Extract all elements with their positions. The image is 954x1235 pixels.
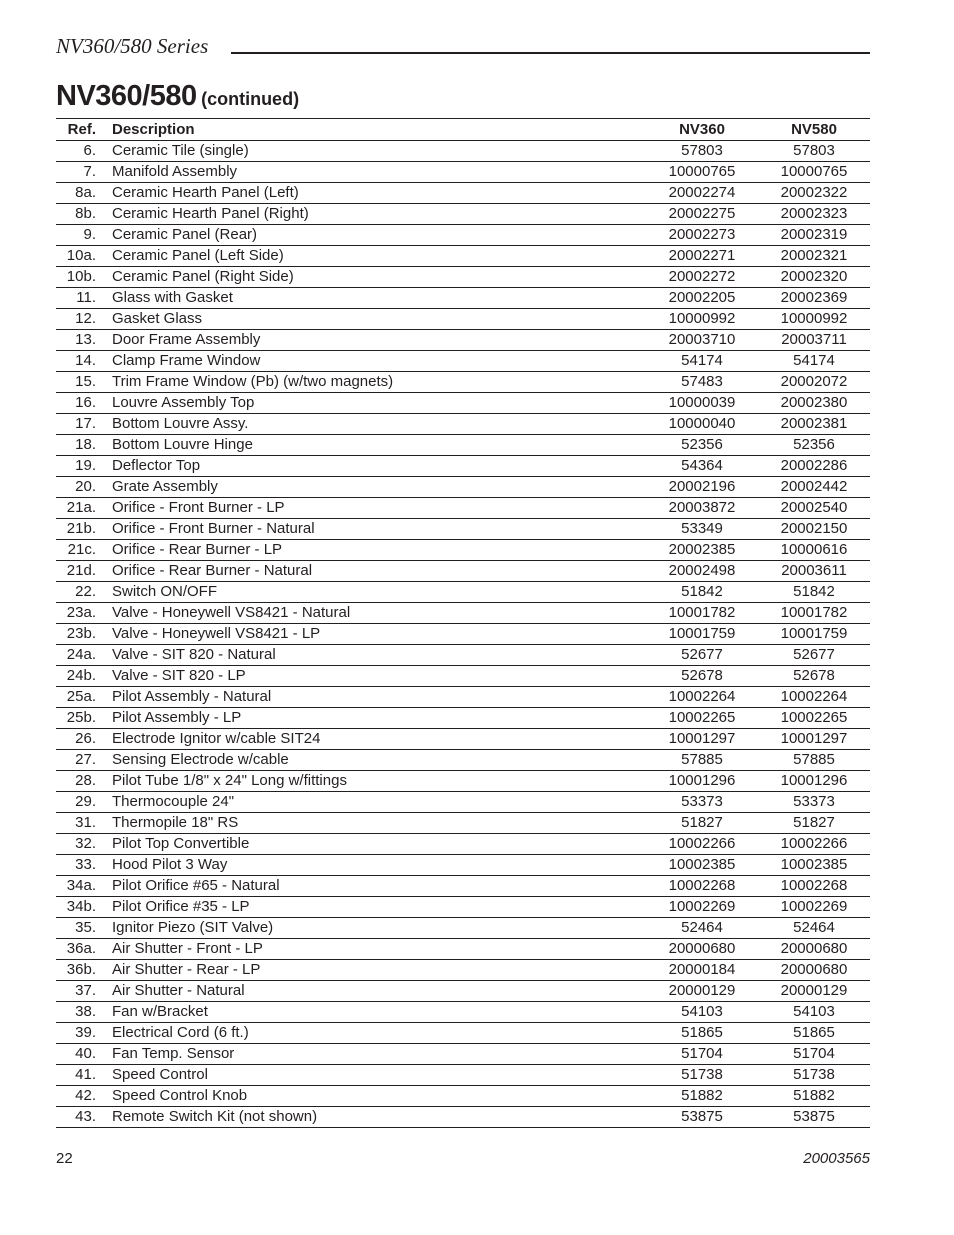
- column-spacer: [96, 119, 112, 141]
- cell-spacer: [96, 855, 112, 876]
- cell-nv580: 51865: [758, 1023, 870, 1044]
- cell-nv580: 20002381: [758, 414, 870, 435]
- table-row: [56, 708, 870, 729]
- cell-description: Louvre Assembly Top: [112, 393, 646, 414]
- cell-nv580: 20002322: [758, 183, 870, 204]
- cell-spacer: [96, 1086, 112, 1107]
- cell-nv360: 51842: [646, 582, 758, 603]
- series-header: [56, 34, 870, 64]
- cell-spacer: [96, 288, 112, 309]
- cell-nv580: 20002150: [758, 519, 870, 540]
- cell-description: Pilot Orifice #35 - LP: [112, 897, 646, 918]
- cell-nv580: 51842: [758, 582, 870, 603]
- cell-nv360: 51704: [646, 1044, 758, 1065]
- cell-spacer: [96, 960, 112, 981]
- cell-ref: 25a.: [56, 687, 96, 708]
- document-number: 20003565: [803, 1150, 870, 1167]
- cell-spacer: [96, 498, 112, 519]
- table-row: [56, 897, 870, 918]
- cell-spacer: [96, 834, 112, 855]
- cell-spacer: [96, 246, 112, 267]
- column-header-nv360: NV360: [646, 119, 758, 141]
- heading-sub: (continued): [201, 89, 300, 109]
- cell-description: Valve - SIT 820 - Natural: [112, 645, 646, 666]
- cell-nv580: 54174: [758, 351, 870, 372]
- cell-nv580: 10002264: [758, 687, 870, 708]
- page-heading: [56, 80, 299, 113]
- cell-nv360: 52677: [646, 645, 758, 666]
- cell-nv580: 20002442: [758, 477, 870, 498]
- cell-nv360: 52678: [646, 666, 758, 687]
- cell-nv580: 10002265: [758, 708, 870, 729]
- cell-spacer: [96, 267, 112, 288]
- cell-spacer: [96, 666, 112, 687]
- cell-spacer: [96, 330, 112, 351]
- cell-ref: 13.: [56, 330, 96, 351]
- cell-nv360: 57803: [646, 141, 758, 162]
- cell-ref: 42.: [56, 1086, 96, 1107]
- cell-nv360: 51827: [646, 813, 758, 834]
- cell-spacer: [96, 351, 112, 372]
- table-row: [56, 918, 870, 939]
- cell-nv360: 20003872: [646, 498, 758, 519]
- cell-ref: 8a.: [56, 183, 96, 204]
- cell-nv580: 10000992: [758, 309, 870, 330]
- cell-nv360: 20000680: [646, 939, 758, 960]
- column-header-description: Description: [112, 119, 646, 141]
- cell-ref: 18.: [56, 435, 96, 456]
- cell-description: Thermocouple 24": [112, 792, 646, 813]
- cell-ref: 24b.: [56, 666, 96, 687]
- cell-spacer: [96, 687, 112, 708]
- table-header-row: [56, 119, 870, 141]
- cell-spacer: [96, 1107, 112, 1128]
- cell-nv360: 52464: [646, 918, 758, 939]
- cell-spacer: [96, 876, 112, 897]
- cell-description: Manifold Assembly: [112, 162, 646, 183]
- cell-description: Electrical Cord (6 ft.): [112, 1023, 646, 1044]
- table-row: [56, 1044, 870, 1065]
- cell-nv360: 57483: [646, 372, 758, 393]
- cell-description: Switch ON/OFF: [112, 582, 646, 603]
- cell-ref: 25b.: [56, 708, 96, 729]
- cell-ref: 17.: [56, 414, 96, 435]
- cell-spacer: [96, 771, 112, 792]
- table-row: [56, 960, 870, 981]
- cell-ref: 6.: [56, 141, 96, 162]
- cell-description: Pilot Assembly - Natural: [112, 687, 646, 708]
- table-row: [56, 288, 870, 309]
- cell-ref: 9.: [56, 225, 96, 246]
- cell-ref: 10a.: [56, 246, 96, 267]
- cell-spacer: [96, 540, 112, 561]
- cell-nv360: 10000040: [646, 414, 758, 435]
- cell-ref: 21a.: [56, 498, 96, 519]
- cell-nv580: 20002380: [758, 393, 870, 414]
- cell-nv580: 52678: [758, 666, 870, 687]
- cell-spacer: [96, 1044, 112, 1065]
- cell-spacer: [96, 204, 112, 225]
- table-row: [56, 813, 870, 834]
- table-row: [56, 834, 870, 855]
- cell-ref: 21b.: [56, 519, 96, 540]
- page-number: 22: [56, 1150, 73, 1167]
- cell-description: Ceramic Hearth Panel (Left): [112, 183, 646, 204]
- table-row: [56, 477, 870, 498]
- cell-ref: 29.: [56, 792, 96, 813]
- cell-description: Ignitor Piezo (SIT Valve): [112, 918, 646, 939]
- table-row: [56, 540, 870, 561]
- cell-ref: 19.: [56, 456, 96, 477]
- cell-nv580: 54103: [758, 1002, 870, 1023]
- table-row: [56, 393, 870, 414]
- table-row: [56, 435, 870, 456]
- table-row: [56, 1086, 870, 1107]
- cell-nv580: 20003711: [758, 330, 870, 351]
- cell-description: Speed Control Knob: [112, 1086, 646, 1107]
- parts-table: [56, 118, 870, 1128]
- cell-description: Orifice - Front Burner - LP: [112, 498, 646, 519]
- cell-ref: 36a.: [56, 939, 96, 960]
- cell-description: Deflector Top: [112, 456, 646, 477]
- heading-main: NV360/580: [56, 80, 197, 112]
- cell-nv360: 10002265: [646, 708, 758, 729]
- cell-nv360: 20002273: [646, 225, 758, 246]
- cell-nv360: 10000765: [646, 162, 758, 183]
- table-row: [56, 456, 870, 477]
- cell-nv580: 20002319: [758, 225, 870, 246]
- cell-nv360: 51882: [646, 1086, 758, 1107]
- cell-nv580: 51738: [758, 1065, 870, 1086]
- cell-nv360: 51865: [646, 1023, 758, 1044]
- table-row: [56, 771, 870, 792]
- cell-nv360: 54174: [646, 351, 758, 372]
- table-row: [56, 582, 870, 603]
- cell-nv360: 10000039: [646, 393, 758, 414]
- cell-ref: 27.: [56, 750, 96, 771]
- table-row: [56, 792, 870, 813]
- cell-nv360: 20000184: [646, 960, 758, 981]
- cell-description: Bottom Louvre Hinge: [112, 435, 646, 456]
- cell-nv580: 52677: [758, 645, 870, 666]
- cell-ref: 28.: [56, 771, 96, 792]
- cell-nv580: 53875: [758, 1107, 870, 1128]
- table-row: [56, 204, 870, 225]
- cell-spacer: [96, 603, 112, 624]
- cell-spacer: [96, 939, 112, 960]
- cell-ref: 21d.: [56, 561, 96, 582]
- cell-nv580: 20002369: [758, 288, 870, 309]
- cell-nv360: 52356: [646, 435, 758, 456]
- table-row: [56, 624, 870, 645]
- cell-ref: 14.: [56, 351, 96, 372]
- cell-nv360: 10001759: [646, 624, 758, 645]
- cell-spacer: [96, 918, 112, 939]
- cell-ref: 41.: [56, 1065, 96, 1086]
- cell-ref: 34b.: [56, 897, 96, 918]
- cell-nv580: 20002323: [758, 204, 870, 225]
- cell-nv360: 20002274: [646, 183, 758, 204]
- cell-spacer: [96, 477, 112, 498]
- cell-ref: 43.: [56, 1107, 96, 1128]
- table-row: [56, 225, 870, 246]
- cell-nv580: 51827: [758, 813, 870, 834]
- cell-nv360: 10002385: [646, 855, 758, 876]
- cell-nv360: 54364: [646, 456, 758, 477]
- cell-nv360: 10002264: [646, 687, 758, 708]
- cell-description: Pilot Assembly - LP: [112, 708, 646, 729]
- cell-ref: 8b.: [56, 204, 96, 225]
- cell-spacer: [96, 162, 112, 183]
- cell-nv580: 10000616: [758, 540, 870, 561]
- cell-description: Trim Frame Window (Pb) (w/two magnets): [112, 372, 646, 393]
- table-row: [56, 561, 870, 582]
- cell-description: Clamp Frame Window: [112, 351, 646, 372]
- cell-description: Fan Temp. Sensor: [112, 1044, 646, 1065]
- cell-nv580: 10001296: [758, 771, 870, 792]
- cell-spacer: [96, 1065, 112, 1086]
- table-row: [56, 246, 870, 267]
- cell-nv360: 20003710: [646, 330, 758, 351]
- cell-nv360: 10001296: [646, 771, 758, 792]
- cell-spacer: [96, 708, 112, 729]
- cell-description: Ceramic Hearth Panel (Right): [112, 204, 646, 225]
- cell-ref: 24a.: [56, 645, 96, 666]
- cell-nv580: 52464: [758, 918, 870, 939]
- cell-spacer: [96, 792, 112, 813]
- column-header-nv580: NV580: [758, 119, 870, 141]
- cell-nv360: 51738: [646, 1065, 758, 1086]
- cell-description: Valve - Honeywell VS8421 - Natural: [112, 603, 646, 624]
- cell-ref: 23a.: [56, 603, 96, 624]
- cell-description: Orifice - Rear Burner - LP: [112, 540, 646, 561]
- cell-spacer: [96, 561, 112, 582]
- cell-ref: 31.: [56, 813, 96, 834]
- cell-nv580: 53373: [758, 792, 870, 813]
- cell-spacer: [96, 414, 112, 435]
- cell-description: Gasket Glass: [112, 309, 646, 330]
- table-row: [56, 330, 870, 351]
- cell-nv580: 20000129: [758, 981, 870, 1002]
- cell-ref: 26.: [56, 729, 96, 750]
- cell-nv580: 10001759: [758, 624, 870, 645]
- cell-description: Orifice - Front Burner - Natural: [112, 519, 646, 540]
- cell-spacer: [96, 225, 112, 246]
- cell-description: Air Shutter - Rear - LP: [112, 960, 646, 981]
- cell-nv580: 20002321: [758, 246, 870, 267]
- cell-description: Ceramic Panel (Right Side): [112, 267, 646, 288]
- table-row: [56, 372, 870, 393]
- cell-spacer: [96, 624, 112, 645]
- table-row: [56, 1107, 870, 1128]
- cell-nv580: 10002266: [758, 834, 870, 855]
- table-row: [56, 1002, 870, 1023]
- cell-nv360: 10002266: [646, 834, 758, 855]
- cell-spacer: [96, 729, 112, 750]
- cell-nv360: 53373: [646, 792, 758, 813]
- cell-description: Air Shutter - Front - LP: [112, 939, 646, 960]
- cell-ref: 21c.: [56, 540, 96, 561]
- cell-description: Thermopile 18" RS: [112, 813, 646, 834]
- column-header-ref: Ref.: [56, 119, 96, 141]
- cell-nv360: 20002275: [646, 204, 758, 225]
- cell-nv360: 10002268: [646, 876, 758, 897]
- cell-ref: 32.: [56, 834, 96, 855]
- cell-ref: 39.: [56, 1023, 96, 1044]
- cell-nv580: 20002072: [758, 372, 870, 393]
- cell-nv360: 10002269: [646, 897, 758, 918]
- cell-ref: 20.: [56, 477, 96, 498]
- cell-spacer: [96, 582, 112, 603]
- cell-nv580: 10002269: [758, 897, 870, 918]
- cell-nv360: 53349: [646, 519, 758, 540]
- cell-description: Remote Switch Kit (not shown): [112, 1107, 646, 1128]
- table-row: [56, 183, 870, 204]
- table-row: [56, 309, 870, 330]
- cell-nv580: 20003611: [758, 561, 870, 582]
- cell-nv580: 10002268: [758, 876, 870, 897]
- cell-ref: 22.: [56, 582, 96, 603]
- table-row: [56, 519, 870, 540]
- header-rule: [231, 52, 870, 54]
- table-row: [56, 729, 870, 750]
- cell-nv360: 10001782: [646, 603, 758, 624]
- cell-description: Ceramic Tile (single): [112, 141, 646, 162]
- cell-nv360: 20002205: [646, 288, 758, 309]
- cell-description: Grate Assembly: [112, 477, 646, 498]
- cell-description: Pilot Top Convertible: [112, 834, 646, 855]
- table-row: [56, 162, 870, 183]
- cell-spacer: [96, 813, 112, 834]
- table-row: [56, 141, 870, 162]
- cell-ref: 33.: [56, 855, 96, 876]
- cell-description: Glass with Gasket: [112, 288, 646, 309]
- cell-spacer: [96, 393, 112, 414]
- cell-ref: 37.: [56, 981, 96, 1002]
- table-row: [56, 876, 870, 897]
- cell-spacer: [96, 456, 112, 477]
- cell-nv360: 54103: [646, 1002, 758, 1023]
- cell-description: Ceramic Panel (Rear): [112, 225, 646, 246]
- cell-nv580: 57803: [758, 141, 870, 162]
- cell-ref: 23b.: [56, 624, 96, 645]
- table-row: [56, 855, 870, 876]
- cell-spacer: [96, 309, 112, 330]
- cell-description: Pilot Tube 1/8" x 24" Long w/fittings: [112, 771, 646, 792]
- table-row: [56, 750, 870, 771]
- cell-nv580: 20000680: [758, 960, 870, 981]
- cell-nv360: 20002498: [646, 561, 758, 582]
- cell-nv580: 20000680: [758, 939, 870, 960]
- cell-description: Valve - SIT 820 - LP: [112, 666, 646, 687]
- table-row: [56, 1023, 870, 1044]
- table-row: [56, 666, 870, 687]
- cell-ref: 38.: [56, 1002, 96, 1023]
- cell-description: Electrode Ignitor w/cable SIT24: [112, 729, 646, 750]
- cell-nv580: 10001297: [758, 729, 870, 750]
- cell-ref: 7.: [56, 162, 96, 183]
- cell-description: Door Frame Assembly: [112, 330, 646, 351]
- cell-ref: 35.: [56, 918, 96, 939]
- cell-description: Bottom Louvre Assy.: [112, 414, 646, 435]
- cell-description: Fan w/Bracket: [112, 1002, 646, 1023]
- cell-ref: 15.: [56, 372, 96, 393]
- cell-description: Pilot Orifice #65 - Natural: [112, 876, 646, 897]
- cell-description: Air Shutter - Natural: [112, 981, 646, 1002]
- cell-description: Hood Pilot 3 Way: [112, 855, 646, 876]
- table-body: [56, 141, 870, 1128]
- cell-nv580: 20002540: [758, 498, 870, 519]
- cell-spacer: [96, 645, 112, 666]
- cell-spacer: [96, 1023, 112, 1044]
- cell-ref: 10b.: [56, 267, 96, 288]
- table-row: [56, 687, 870, 708]
- cell-description: Valve - Honeywell VS8421 - LP: [112, 624, 646, 645]
- cell-nv360: 20002196: [646, 477, 758, 498]
- cell-nv360: 20002385: [646, 540, 758, 561]
- cell-description: Speed Control: [112, 1065, 646, 1086]
- cell-nv360: 20002272: [646, 267, 758, 288]
- cell-description: Sensing Electrode w/cable: [112, 750, 646, 771]
- cell-nv580: 57885: [758, 750, 870, 771]
- table-row: [56, 1065, 870, 1086]
- cell-spacer: [96, 183, 112, 204]
- cell-nv360: 53875: [646, 1107, 758, 1128]
- cell-description: Orifice - Rear Burner - Natural: [112, 561, 646, 582]
- cell-nv360: 10000992: [646, 309, 758, 330]
- cell-nv580: 51704: [758, 1044, 870, 1065]
- cell-nv360: 20002271: [646, 246, 758, 267]
- table-row: [56, 603, 870, 624]
- series-title: NV360/580 Series: [56, 34, 209, 58]
- table-row: [56, 351, 870, 372]
- cell-nv360: 57885: [646, 750, 758, 771]
- table-row: [56, 498, 870, 519]
- cell-ref: 36b.: [56, 960, 96, 981]
- cell-nv580: 10000765: [758, 162, 870, 183]
- cell-ref: 34a.: [56, 876, 96, 897]
- cell-nv580: 20002286: [758, 456, 870, 477]
- table-row: [56, 414, 870, 435]
- cell-spacer: [96, 981, 112, 1002]
- cell-nv360: 10001297: [646, 729, 758, 750]
- cell-nv580: 52356: [758, 435, 870, 456]
- cell-spacer: [96, 372, 112, 393]
- cell-spacer: [96, 897, 112, 918]
- table-row: [56, 981, 870, 1002]
- cell-ref: 16.: [56, 393, 96, 414]
- table-row: [56, 645, 870, 666]
- cell-spacer: [96, 435, 112, 456]
- cell-spacer: [96, 519, 112, 540]
- cell-spacer: [96, 1002, 112, 1023]
- cell-ref: 12.: [56, 309, 96, 330]
- cell-description: Ceramic Panel (Left Side): [112, 246, 646, 267]
- cell-ref: 40.: [56, 1044, 96, 1065]
- cell-spacer: [96, 750, 112, 771]
- table-row: [56, 939, 870, 960]
- table-row: [56, 267, 870, 288]
- cell-nv580: 10002385: [758, 855, 870, 876]
- cell-nv360: 20000129: [646, 981, 758, 1002]
- cell-ref: 11.: [56, 288, 96, 309]
- cell-nv580: 20002320: [758, 267, 870, 288]
- cell-nv580: 51882: [758, 1086, 870, 1107]
- cell-nv580: 10001782: [758, 603, 870, 624]
- cell-spacer: [96, 141, 112, 162]
